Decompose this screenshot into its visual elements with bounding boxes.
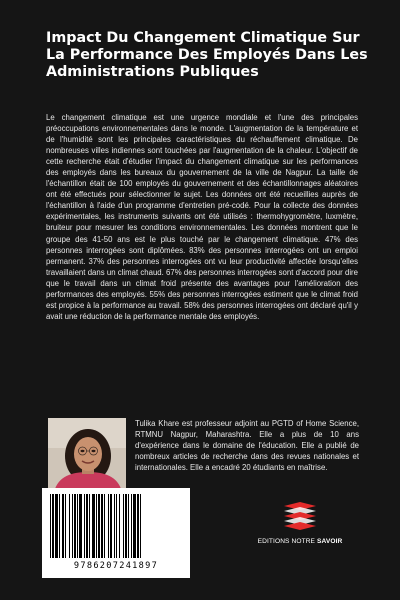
barcode-bar bbox=[128, 494, 129, 558]
barcode-bars bbox=[48, 494, 184, 560]
barcode-bar bbox=[123, 494, 124, 558]
book-abstract: Le changement climatique est une urgence mondiale et l'une des principales préoccupations environnementales dans le monde. L'augmentation de la température et de l'humidité sont les principales caractéristiques du réchauffement climatique. De nombreuses villes indiennes sont touchées par l'augmentation de la chaleur. L'objectif de cette recherche était d'étudier l'impact du changement climatique sur les performances des employés dans les bureaux du gouvernement de la ville de Nagpur. La taille de l'échantillon était de 100 employés du gouvernement et des échantillonnages aléatoires ont été effectués pour sélectionner le sujet. Les données ont été recueillies auprès de l'échantillon à l'aide d'un programme d'entretien pré-codé. Pour la collecte des données expérimentales, les instruments suivants ont été utilisés : thermohygromètre, luxmètre, bruiteur pour mesurer les conditions environnementales. Les données montrent que le groupe des 41-50 ans est le plus touché par le changement climatique. 47% des personnes interrogées sont diplômées. 83% des personnes interrogées ont un emploi permanent. 37% des personnes interrogées ont vu leur productivité affectée lorsqu'elles travaillaient dans un climat chaud. 67% des personnes interrogées sont d'accord pour dire que le travail dans un climat froid présente des avantages pour l'amélioration des performances des employés. 55% des personnes interrogées estiment que le climat froid est propice à la performance au travail. 58% des personnes interrogées ont déclaré qu'il y avait une réduction de la performance mentale des employés. bbox=[46, 113, 358, 321]
book-title: Impact Du Changement Climatique Sur La Performance Des Employés Dans Les Administrations Publiques bbox=[46, 30, 368, 80]
barcode-bar bbox=[77, 494, 78, 558]
barcode-bar bbox=[131, 494, 132, 558]
barcode-bar bbox=[65, 494, 66, 558]
barcode-bar bbox=[92, 494, 95, 558]
barcode-bar bbox=[133, 494, 136, 558]
publisher-logo bbox=[248, 500, 352, 558]
author-photo bbox=[48, 418, 126, 492]
publisher-name bbox=[248, 538, 352, 545]
barcode-bar bbox=[140, 494, 141, 558]
barcode-bar bbox=[59, 494, 60, 558]
barcode-bar bbox=[55, 494, 58, 558]
author-portrait-icon bbox=[48, 418, 126, 492]
author-bio: Tulika Khare est professeur adjoint au PGTD of Home Science, RTMNU Nagpur, Maharashtra. Elle a plus de 10 ans d'expérience dans le domaine de l'éducation. Elle a publié de nombreux articles de recherche dans des revues nationales et internationales. Elle a encadré 20 étudiants en maîtrise. bbox=[135, 419, 359, 473]
barcode-bar bbox=[101, 494, 103, 558]
isbn-number: 9786207241897 bbox=[73, 561, 159, 571]
publisher-name-prefix: EDITIONS NOTRE bbox=[257, 538, 316, 545]
barcode-bar bbox=[119, 494, 120, 558]
barcode bbox=[42, 488, 190, 578]
barcode-bar bbox=[116, 494, 117, 558]
barcode-bar bbox=[84, 494, 85, 558]
barcode-bar bbox=[62, 494, 64, 558]
barcode-bar bbox=[125, 494, 127, 558]
barcode-bar bbox=[86, 494, 88, 558]
barcode-bar bbox=[50, 494, 51, 558]
barcode-bar bbox=[52, 494, 54, 558]
barcode-bar bbox=[72, 494, 73, 558]
barcode-bar bbox=[108, 494, 109, 558]
publisher-book-stack-icon bbox=[280, 500, 320, 534]
barcode-bar bbox=[114, 494, 115, 558]
barcode-bar bbox=[137, 494, 139, 558]
barcode-bar bbox=[74, 494, 76, 558]
barcode-bar bbox=[79, 494, 82, 558]
publisher-name-emphasis: SAVOIR bbox=[317, 538, 343, 545]
barcode-bar bbox=[98, 494, 100, 558]
barcode-bar bbox=[69, 494, 70, 558]
barcode-bar bbox=[96, 494, 97, 558]
barcode-bar bbox=[110, 494, 112, 558]
barcode-bar bbox=[89, 494, 90, 558]
barcode-bar bbox=[104, 494, 105, 558]
